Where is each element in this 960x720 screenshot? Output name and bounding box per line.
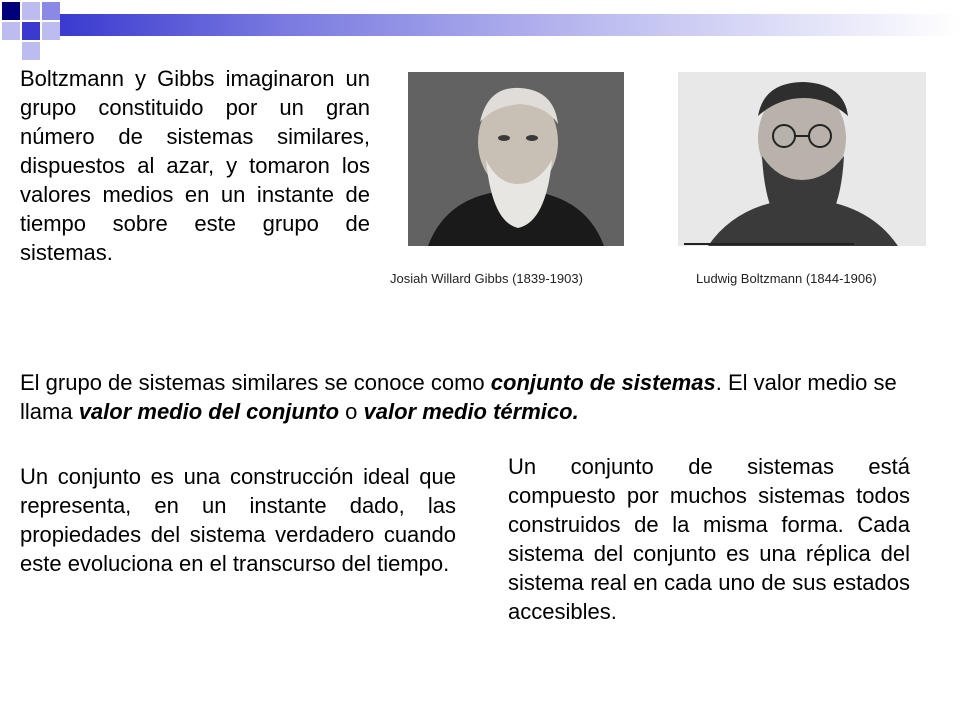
term-conjunto-de-sistemas: conjunto de sistemas <box>490 370 716 395</box>
ensemble-composition-paragraph: Un conjunto de sistemas está compuesto por muchos sistemas todos construidos de la misma forma. Cada sistema del conjunto es una réplica del sistema real en cada uno de sus estados accesibles. <box>508 454 910 624</box>
header-square <box>2 22 20 40</box>
gibbs-caption: Josiah Willard Gibbs (1839-1903) <box>390 271 583 286</box>
definition-paragraph <box>20 368 920 426</box>
header-square <box>2 2 20 20</box>
boltzmann-caption: Ludwig Boltzmann (1844-1906) <box>696 271 877 286</box>
boltzmann-portrait-drawing <box>678 72 926 246</box>
header-square <box>42 2 60 20</box>
header-square <box>42 22 60 40</box>
boltzmann-portrait <box>678 72 926 246</box>
header-square <box>22 42 40 60</box>
gibbs-portrait <box>408 72 624 246</box>
header-square <box>22 2 40 20</box>
intro-paragraph: Boltzmann y Gibbs imaginaron un grupo constituido por un gran número de sistemas similares, dispuestos al azar, y tomaron los valores medios en un instante de tiempo sobre este grupo de sistemas. <box>20 66 370 265</box>
header-gradient-bar <box>60 14 960 36</box>
term-valor-medio-termico: valor medio térmico. <box>363 399 579 424</box>
definition-text: El grupo de sistemas similares se conoce como <box>20 370 491 395</box>
definition-text: o <box>339 399 364 424</box>
definition-text: . El valor medio se llama <box>20 370 897 424</box>
gibbs-portrait-drawing <box>408 72 624 246</box>
header-square <box>22 22 40 40</box>
term-valor-medio-del-conjunto: valor medio del conjunto <box>78 399 340 424</box>
ensemble-definition-paragraph: Un conjunto es una construcción ideal que representa, en un instante dado, las propiedades del sistema verdadero cuando este evoluciona en el transcurso del tiempo. <box>20 464 456 576</box>
